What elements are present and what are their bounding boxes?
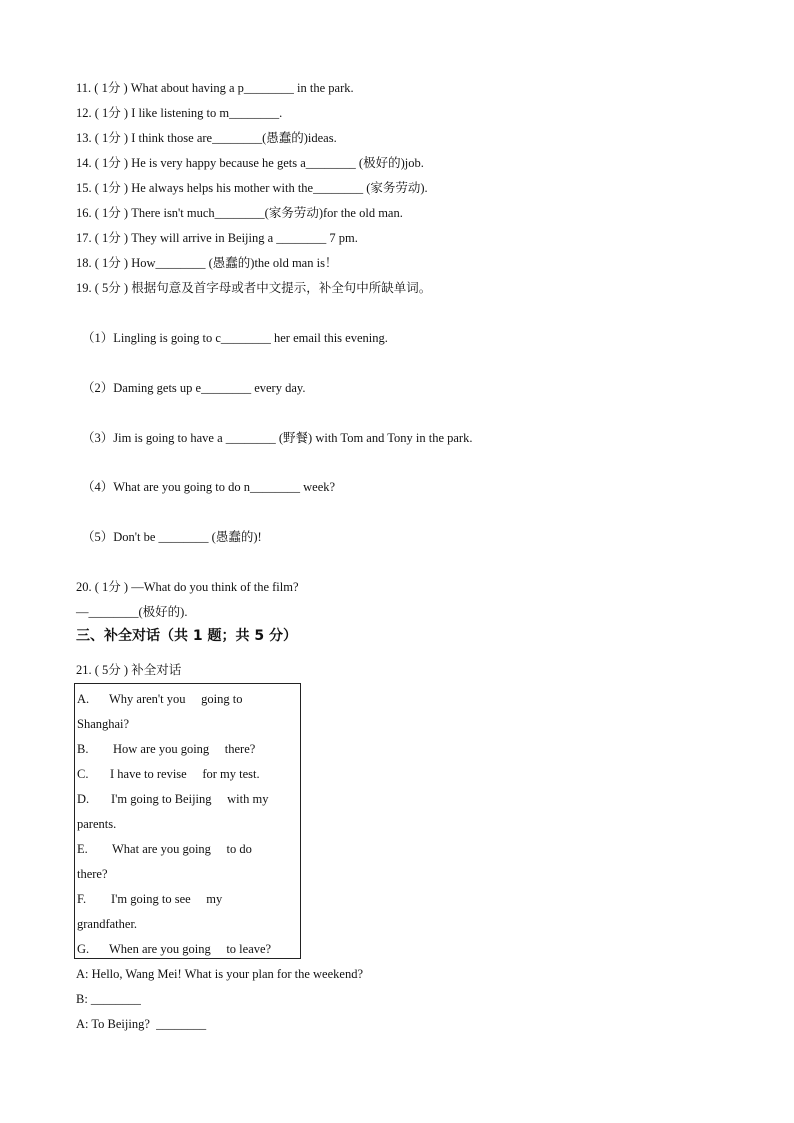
option-e-text: What are you going to do [112, 842, 252, 856]
question-19: 19. ( 5分 ) 根据句意及首字母或者中文提示，补全句中所缺单词。 [76, 281, 432, 295]
question-13: 13. ( 1分 ) I think those are________(愚蠢的)ideas. [76, 131, 337, 145]
option-f-text-cont: grandfather. [77, 917, 138, 931]
q19-item-1: （1）Lingling is going to c________ her email this evening. [82, 331, 388, 345]
question-20-answer: —________(极好的). [76, 605, 188, 619]
option-d-text: I'm going to Beijing with my [111, 792, 269, 806]
q19-item-5: （5）Don't be ________ (愚蠢的)! [82, 530, 262, 544]
question-11: 11. ( 1分 ) What about having a p________ in the park. [76, 81, 354, 95]
option-a-text: Why aren't you going to [109, 692, 243, 706]
dialogue-line-1: A: Hello, Wang Mei! What is your plan for the weekend? [76, 967, 363, 981]
dialogue-line-2: B: ________ [76, 992, 141, 1006]
q19-item-2: （2）Daming gets up e________ every day. [82, 381, 306, 395]
question-14: 14. ( 1分 ) He is very happy because he gets a________ (极好的)job. [76, 156, 424, 170]
question-16: 16. ( 1分 ) There isn't much________(家务劳动)for the old man. [76, 206, 403, 220]
option-letter-g: G. [77, 942, 90, 956]
question-18: 18. ( 1分 ) How________ (愚蠢的)the old man is！ [76, 256, 338, 270]
dialogue-line-3: A: To Beijing? ________ [76, 1017, 207, 1031]
option-letter-f: F. [77, 892, 87, 906]
option-e-text-cont: there? [77, 867, 108, 881]
option-a-text-cont: Shanghai? [77, 717, 130, 731]
option-f-text: I'm going to see my [111, 892, 223, 906]
option-b-text: How are you going there? [113, 742, 256, 756]
section-heading: 三、补全对话（共 1 题；共 5 分） [76, 628, 297, 644]
question-17: 17. ( 1分 ) They will arrive in Beijing a ________ 7 pm. [76, 231, 358, 245]
option-letter-d: D. [77, 792, 90, 806]
question-15: 15. ( 1分 ) He always helps his mother with the________ (家务劳动). [76, 181, 428, 195]
question-20: 20. ( 1分 ) —What do you think of the film? [76, 580, 299, 594]
q19-item-4: （4）What are you going to do n________ week? [82, 480, 336, 494]
option-letter-c: C. [77, 767, 89, 781]
option-g-text: When are you going to leave? [109, 942, 272, 956]
option-d-text-cont: parents. [77, 817, 117, 831]
options-box [74, 683, 301, 959]
question-21: 21. ( 5分 ) 补全对话 [76, 663, 182, 677]
option-letter-e: E. [77, 842, 88, 856]
option-c-text: I have to revise for my test. [110, 767, 260, 781]
question-12: 12. ( 1分 ) I like listening to m________. [76, 106, 283, 120]
option-letter-a: A. [77, 692, 90, 706]
option-letter-b: B. [77, 742, 89, 756]
q19-item-3: （3）Jim is going to have a ________ (野餐) with Tom and Tony in the park. [82, 431, 473, 445]
